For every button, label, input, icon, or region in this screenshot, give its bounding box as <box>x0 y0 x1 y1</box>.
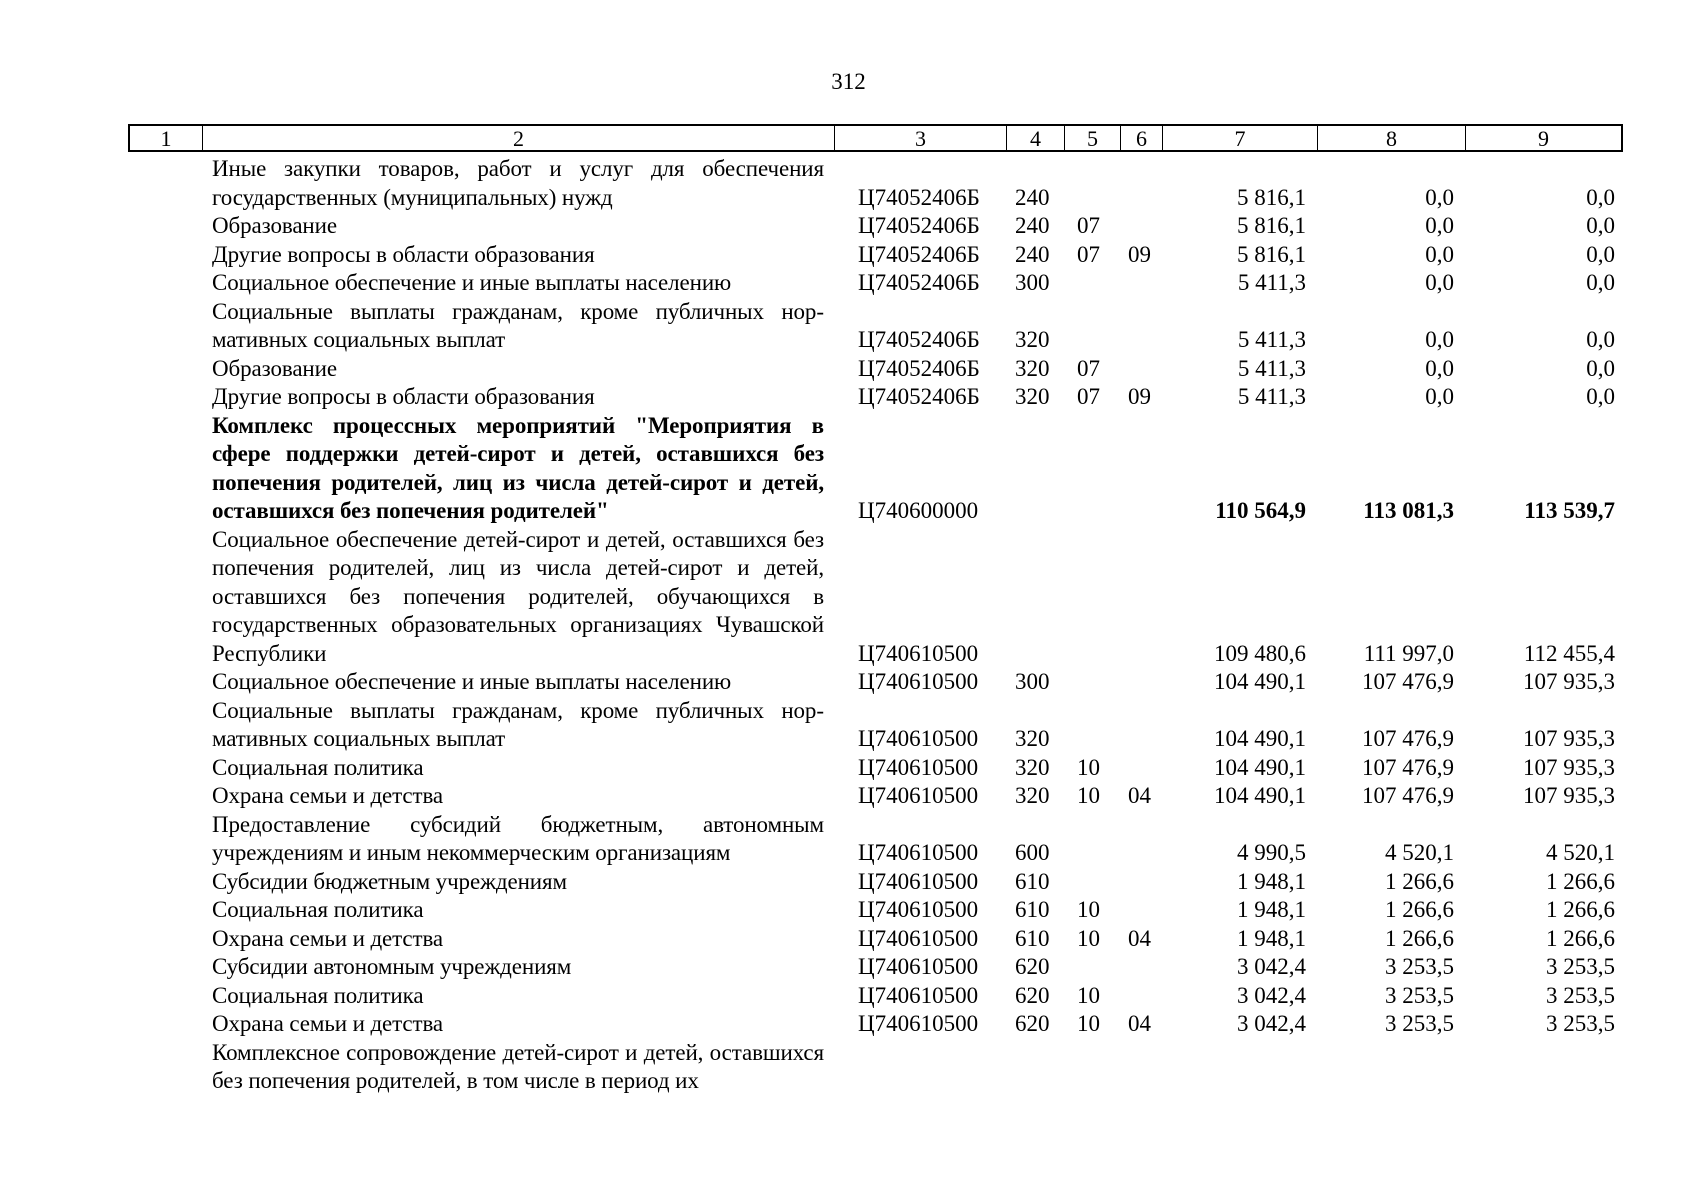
row-value-col9: 107 935,3 <box>1523 783 1615 808</box>
row-description: Социальные выплаты гражданам, кроме публичных нормативных социальных выплат <box>212 298 824 352</box>
table-row <box>0 782 1697 811</box>
row-expense-type: 240 <box>1015 213 1050 238</box>
row-value-col8: 0,0 <box>1425 355 1454 381</box>
row-value-col8: 0,0 <box>1425 327 1454 352</box>
table-row <box>0 925 1697 954</box>
row-section: 10 <box>1077 982 1100 1008</box>
row-description: Социальное обеспечение и иные выплаты населению <box>212 669 732 694</box>
table-row <box>0 754 1697 783</box>
row-code: Ц74052406Б <box>858 213 980 238</box>
row-value-col9: 0,0 <box>1586 327 1615 352</box>
row-expense-type: 300 <box>1015 270 1050 295</box>
row-description: Другие вопросы в области образования <box>212 384 595 409</box>
row-description: Субсидии бюджетным учреждениям <box>212 868 567 894</box>
row-code: Ц740610500 <box>858 783 979 808</box>
header-col-1: 1 <box>160 126 172 151</box>
table-row <box>0 412 1697 526</box>
header-col-3: 3 <box>834 126 1006 150</box>
header-col-2: 2 <box>202 126 834 150</box>
row-code: Ц74052406Б <box>858 384 980 409</box>
table-row <box>0 383 1697 412</box>
row-code: Ц74052406Б <box>858 241 980 267</box>
row-value-col7: 3 042,4 <box>1237 1011 1306 1036</box>
row-value-col7: 5 816,1 <box>1237 213 1306 238</box>
row-description: Комплекс процессных мероприятий "Мероприятия в сфере поддержки детей-сирот и детей, оставшихся без попечения родителей, лиц из числа детей-сирот и детей, оставшихся без попечения родителей" <box>212 412 824 523</box>
row-code: Ц740610500 <box>858 726 979 751</box>
row-description: Другие вопросы в области образования <box>212 241 595 267</box>
row-value-col7: 3 042,4 <box>1237 982 1306 1008</box>
row-value-col9: 3 253,5 <box>1546 982 1615 1008</box>
row-description: Охрана семьи и детства <box>212 925 444 951</box>
row-code: Ц740610500 <box>858 925 979 951</box>
header-col-8: 8 <box>1317 126 1465 150</box>
row-value-col7: 109 480,6 <box>1214 640 1306 666</box>
row-code: Ц740610500 <box>858 640 979 666</box>
row-value-col7: 3 042,4 <box>1237 954 1306 979</box>
row-value-col7: 110 564,9 <box>1215 498 1306 523</box>
row-section: 07 <box>1077 241 1100 267</box>
row-value-col7: 5 411,3 <box>1237 384 1306 409</box>
row-value-col7: 104 490,1 <box>1214 783 1306 808</box>
table-row <box>0 1039 1697 1096</box>
row-value-col9: 0,0 <box>1586 270 1615 295</box>
row-value-col9: 3 253,5 <box>1546 1011 1615 1036</box>
row-expense-type: 600 <box>1015 840 1050 865</box>
row-subsection: 09 <box>1128 241 1151 267</box>
row-value-col7: 1 948,1 <box>1237 925 1306 951</box>
row-code: Ц74052406Б <box>858 327 980 352</box>
row-section: 07 <box>1077 384 1100 409</box>
row-description: Охрана семьи и детства <box>212 783 444 808</box>
row-value-col9: 0,0 <box>1586 184 1615 210</box>
row-description: Социальные выплаты гражданам, кроме публичных нормативных социальных выплат <box>212 697 824 751</box>
table-body <box>0 155 1697 1096</box>
row-value-col9: 107 935,3 <box>1523 669 1615 694</box>
row-value-col8: 4 520,1 <box>1385 840 1454 865</box>
row-value-col9: 0,0 <box>1586 213 1615 238</box>
row-expense-type: 240 <box>1015 241 1050 267</box>
row-description: Охрана семьи и детства <box>212 1011 444 1036</box>
row-code: Ц740610500 <box>858 954 979 979</box>
row-value-col7: 5 816,1 <box>1237 184 1306 210</box>
row-value-col9: 1 266,6 <box>1546 868 1615 894</box>
page-number: 312 <box>831 69 866 94</box>
row-value-col7: 104 490,1 <box>1214 669 1306 694</box>
row-expense-type: 320 <box>1015 726 1050 751</box>
table-row <box>0 953 1697 982</box>
row-expense-type: 320 <box>1015 754 1050 780</box>
row-value-col7: 104 490,1 <box>1214 754 1306 780</box>
row-value-col8: 0,0 <box>1425 241 1454 267</box>
row-description: Социальное обеспечение и иные выплаты населению <box>212 270 732 295</box>
row-code: Ц740600000 <box>858 498 979 523</box>
row-code: Ц74052406Б <box>858 184 980 210</box>
header-col-7: 7 <box>1162 126 1317 150</box>
table-row <box>0 269 1697 298</box>
row-description: Социальная политика <box>212 897 424 922</box>
row-code: Ц740610500 <box>858 754 979 780</box>
row-value-col8: 111 997,0 <box>1363 640 1454 666</box>
row-section: 10 <box>1077 897 1100 922</box>
row-description: Образование <box>212 355 337 381</box>
row-code: Ц74052406Б <box>858 355 980 381</box>
row-expense-type: 610 <box>1015 897 1050 922</box>
row-code: Ц740610500 <box>858 982 979 1008</box>
row-expense-type: 610 <box>1015 925 1050 951</box>
row-description: Социальная политика <box>212 982 424 1008</box>
row-value-col8: 107 476,9 <box>1362 669 1454 694</box>
row-expense-type: 320 <box>1015 327 1050 352</box>
row-description: Социальное обеспечение детей-сирот и детей, оставшихся без попечения родителей, лиц из числа детей-сирот и детей, оставшихся без попечения родителей, обучающихся в государственных образовательных организациях Чувашской Республики <box>212 526 824 666</box>
row-value-col8: 107 476,9 <box>1362 783 1454 808</box>
row-value-col7: 5 411,3 <box>1237 270 1306 295</box>
row-code: Ц74052406Б <box>858 270 980 295</box>
header-col-4: 4 <box>1006 126 1064 150</box>
table-row <box>0 241 1697 270</box>
row-value-col7: 5 816,1 <box>1237 241 1306 267</box>
row-value-col9: 1 266,6 <box>1546 897 1615 922</box>
row-value-col8: 3 253,5 <box>1385 982 1454 1008</box>
row-expense-type: 610 <box>1015 868 1050 894</box>
row-value-col8: 1 266,6 <box>1385 868 1454 894</box>
row-section: 10 <box>1077 783 1100 808</box>
row-expense-type: 620 <box>1015 982 1050 1008</box>
row-expense-type: 320 <box>1015 355 1050 381</box>
row-value-col8: 1 266,6 <box>1385 925 1454 951</box>
row-value-col7: 4 990,5 <box>1237 840 1306 865</box>
row-value-col8: 0,0 <box>1425 213 1454 238</box>
row-value-col8: 113 081,3 <box>1363 498 1454 523</box>
row-description: Иные закупки товаров, работ и услуг для обеспечения государственных (муниципальных) нужд <box>212 156 824 210</box>
row-expense-type: 620 <box>1015 954 1050 979</box>
row-value-col8: 1 266,6 <box>1385 897 1454 922</box>
table-row <box>0 212 1697 241</box>
table-row <box>0 526 1697 669</box>
row-description: Социальная политика <box>212 754 424 780</box>
table-row <box>0 868 1697 897</box>
row-value-col8: 0,0 <box>1425 184 1454 210</box>
table-row <box>0 298 1697 355</box>
row-section: 10 <box>1077 925 1100 951</box>
row-value-col7: 1 948,1 <box>1237 868 1306 894</box>
row-value-col9: 107 935,3 <box>1523 726 1615 751</box>
table-row <box>0 1010 1697 1039</box>
table-header <box>128 124 1623 152</box>
row-value-col8: 107 476,9 <box>1362 754 1454 780</box>
table-row <box>0 697 1697 754</box>
row-value-col8: 107 476,9 <box>1362 726 1454 751</box>
row-description: Образование <box>212 213 337 238</box>
row-section: 10 <box>1077 1011 1100 1036</box>
row-value-col7: 104 490,1 <box>1214 726 1306 751</box>
row-expense-type: 240 <box>1015 184 1050 210</box>
table-row <box>0 668 1697 697</box>
row-code: Ц740610500 <box>858 669 979 694</box>
table-row <box>0 982 1697 1011</box>
row-value-col9: 3 253,5 <box>1546 954 1615 979</box>
row-value-col9: 0,0 <box>1586 241 1615 267</box>
row-value-col7: 5 411,3 <box>1237 327 1306 352</box>
row-value-col7: 5 411,3 <box>1237 355 1306 381</box>
row-expense-type: 320 <box>1015 384 1050 409</box>
row-code: Ц740610500 <box>858 897 979 922</box>
row-value-col9: 107 935,3 <box>1523 754 1615 780</box>
row-expense-type: 300 <box>1015 669 1050 694</box>
row-expense-type: 320 <box>1015 783 1050 808</box>
row-value-col9: 113 539,7 <box>1524 498 1615 523</box>
header-col-6: 6 <box>1120 126 1162 150</box>
row-section: 07 <box>1077 355 1100 381</box>
table-row <box>0 896 1697 925</box>
table-row <box>0 811 1697 868</box>
row-description: Субсидии автономным учреждениям <box>212 954 572 979</box>
row-value-col9: 0,0 <box>1586 355 1615 381</box>
row-value-col7: 1 948,1 <box>1237 897 1306 922</box>
row-subsection: 04 <box>1128 1011 1151 1036</box>
row-description: Комплексное сопровождение детей-сирот и детей, оставшихся без попечения родителей, в том числе в период их <box>212 1039 824 1093</box>
row-value-col8: 0,0 <box>1425 270 1454 295</box>
row-value-col8: 3 253,5 <box>1385 1011 1454 1036</box>
table-row <box>0 155 1697 212</box>
row-subsection: 04 <box>1128 925 1151 951</box>
row-description: Предоставление субсидий бюджетным, автономным учреждениям и иным некоммерческим организациям <box>212 811 824 865</box>
row-subsection: 04 <box>1128 783 1151 808</box>
header-col-9: 9 <box>1465 126 1621 150</box>
row-value-col8: 0,0 <box>1425 384 1454 409</box>
row-value-col9: 4 520,1 <box>1546 840 1615 865</box>
table-row <box>0 355 1697 384</box>
row-code: Ц740610500 <box>858 840 979 865</box>
row-section: 07 <box>1077 213 1100 238</box>
row-value-col9: 1 266,6 <box>1546 925 1615 951</box>
row-value-col9: 112 455,4 <box>1523 640 1615 666</box>
row-code: Ц740610500 <box>858 1011 979 1036</box>
row-value-col8: 3 253,5 <box>1385 954 1454 979</box>
header-col-5: 5 <box>1064 126 1120 150</box>
row-expense-type: 620 <box>1015 1011 1050 1036</box>
row-code: Ц740610500 <box>858 868 979 894</box>
row-value-col9: 0,0 <box>1586 384 1615 409</box>
row-section: 10 <box>1077 754 1100 780</box>
row-subsection: 09 <box>1128 384 1151 409</box>
